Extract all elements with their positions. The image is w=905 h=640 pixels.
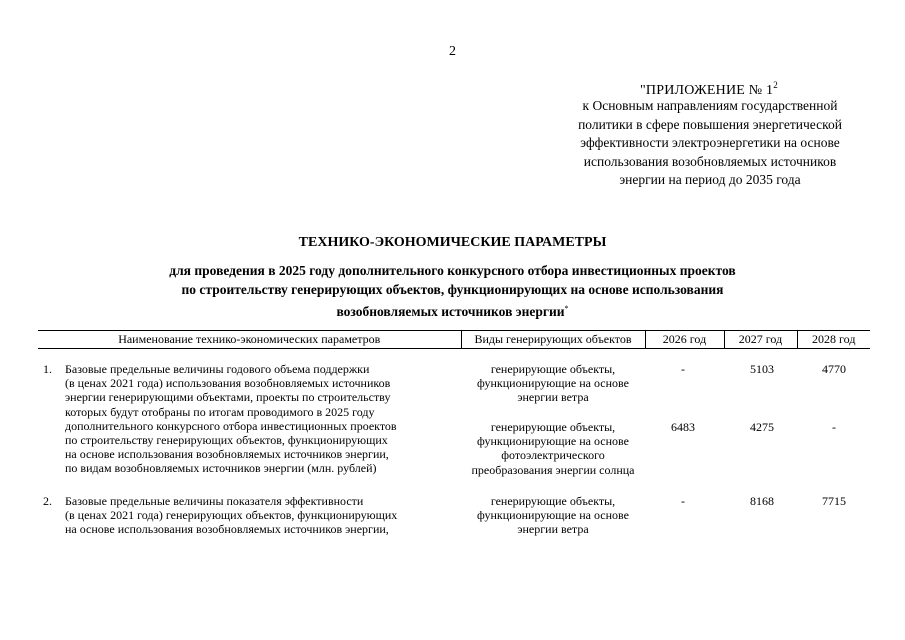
appendix-subtitle [540, 97, 880, 190]
value-2026: 6483 [671, 420, 695, 434]
value-2027: 5103 [750, 362, 774, 376]
param-line: по видам возобновляемых источников энергии (млн. рублей) [65, 461, 377, 476]
param-line: (в ценах 2021 года) использования возобновляемых источников [65, 376, 391, 391]
header-object-kind: Виды генерирующих объектов [461, 331, 645, 349]
kind-line: функционирующие на основе [477, 434, 629, 449]
object-kind [458, 420, 648, 477]
kind-line: энергии ветра [517, 390, 589, 405]
row-number: 2. [43, 494, 52, 508]
param-line: по строительству генерирующих объектов, функционирующих [65, 433, 388, 448]
header-param-name: Наименование технико-экономических параметров [38, 331, 461, 349]
document-subtitle-text: возобновляемых источников энергии [336, 303, 565, 319]
kind-line: функционирующие на основе [477, 508, 629, 523]
param-line: Базовые предельные величины годового объема поддержки [65, 362, 370, 376]
param-line: энергии генерирующими объектами, проекты по строительству [65, 390, 391, 405]
parameters-table [38, 330, 870, 349]
header-2028: 2028 год [797, 331, 870, 349]
row-parameter [65, 362, 465, 476]
kind-line: генерирующие объекты, [490, 494, 616, 508]
param-line: которых будут отобраны по итогам проводимого в 2025 году [65, 404, 375, 419]
kind-line: функционирующие на основе [477, 376, 629, 391]
value-2028: - [832, 420, 836, 434]
row-parameter [65, 494, 465, 537]
value-2028: 7715 [822, 494, 846, 508]
appendix-title-sup: 2 [773, 80, 778, 90]
appendix-subtitle-line: использования возобновляемых источников [583, 153, 837, 169]
value-2027: 8168 [750, 494, 774, 508]
param-line: на основе использования возобновляемых источников энергии, [65, 522, 389, 537]
appendix-subtitle-line: к Основным направлениям государственной [582, 98, 838, 113]
appendix-subtitle-line: энергии на период до 2035 года [619, 172, 801, 188]
table-header-row [38, 331, 870, 349]
kind-line: генерирующие объекты, [490, 362, 616, 376]
footnote-marker: * [564, 303, 569, 313]
document-title: ТЕХНИКО-ЭКОНОМИЧЕСКИЕ ПАРАМЕТРЫ [298, 235, 607, 250]
kind-line: преобразования энергии солнца [471, 462, 635, 477]
header-2027: 2027 год [724, 331, 797, 349]
kind-line: фотоэлектрического [501, 448, 605, 463]
object-kind [458, 362, 648, 405]
parameters-table-header [38, 330, 870, 349]
param-line: (в ценах 2021 года) генерирующих объектов, функционирующих [65, 508, 398, 523]
row-number: 1. [43, 362, 52, 376]
appendix-title-text: "ПРИЛОЖЕНИЕ № 1 [640, 83, 774, 98]
header-2026: 2026 год [645, 331, 724, 349]
value-2026: - [681, 494, 685, 508]
value-2027: 4275 [750, 420, 774, 434]
param-line: Базовые предельные величины показателя эффективности [65, 494, 364, 508]
document-subtitle-line [0, 300, 905, 322]
document-subtitle-line: для проведения в 2025 году дополнительного конкурсного отбора инвестиционных проектов [169, 263, 736, 278]
value-2026: - [681, 362, 685, 376]
value-2028: 4770 [822, 362, 846, 376]
document-subtitle [0, 262, 905, 321]
param-line: дополнительного конкурсного отбора инвестиционных проектов [65, 418, 397, 433]
object-kind [458, 494, 648, 537]
appendix-subtitle-line: эффективности электроэнергетики на основе [580, 135, 840, 151]
appendix-subtitle-line: политики в сфере повышения энергетической [578, 116, 842, 132]
page-number: 2 [449, 44, 456, 59]
param-line: на основе использования возобновляемых источников энергии, [65, 447, 389, 462]
kind-line: энергии ветра [517, 522, 589, 537]
document-subtitle-line: по строительству генерирующих объектов, функционирующих на основе использования [181, 281, 724, 297]
kind-line: генерирующие объекты, [490, 420, 616, 434]
